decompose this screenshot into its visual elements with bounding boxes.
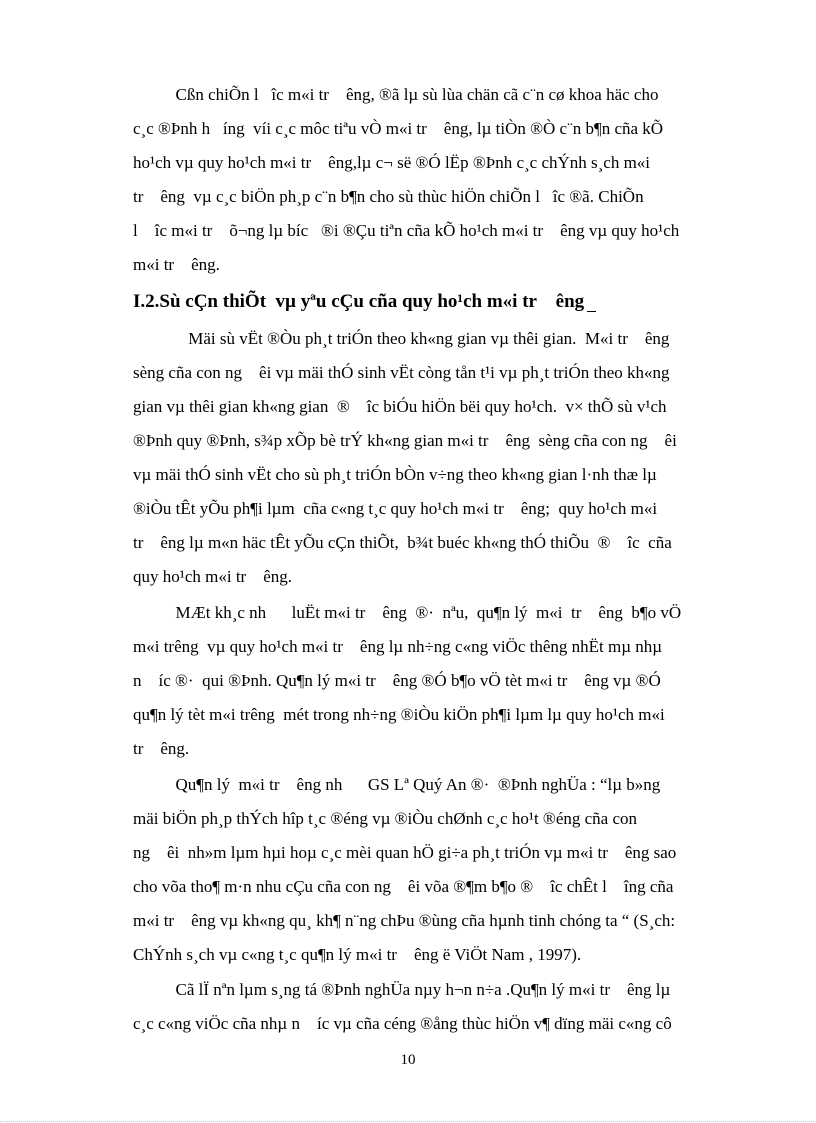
paragraph-clarification bbox=[133, 973, 739, 1041]
text-line: sèng cña con ng êi vµ mäi thÓ sinh vËt còng tån t¹i vµ ph¸t triÓn theo kh«ng bbox=[133, 363, 670, 382]
text-line: MÆt kh¸c nh luËt m«i tr êng ®· nªu, qu¶n lý m«i tr êng b¶o vÖ bbox=[133, 603, 682, 622]
text-line: c¸c ®Þnh h íng víi c¸c môc tiªu vÒ m«i tr êng, lµ tiÒn ®Ò c¨n b¶n cña kÕ bbox=[133, 119, 664, 138]
text-line: gian vµ thêi gian kh«ng gian ® îc biÓu hiÖn bëi quy ho¹ch. v× thÕ sù v¹ch bbox=[133, 397, 667, 416]
text-line: m«i trêng vµ quy ho¹ch m«i tr êng lµ nh÷ng c«ng viÖc thêng nhËt mµ nhµ bbox=[133, 637, 663, 656]
text-line: m«i tr êng. bbox=[133, 255, 220, 274]
text-line: ChÝnh s¸ch vµ c«ng t¸c qu¶n lý m«i tr êng ë ViÖt Nam , 1997). bbox=[133, 945, 582, 964]
text-line: ng êi nh»m lµm hµi hoµ c¸c mèi quan hÖ gi÷a ph¸t triÓn vµ m«i tr êng sao bbox=[133, 843, 677, 862]
text-line: l îc m«i tr õ¬ng lµ bíc ®i ®Çu tiªn cña kÕ ho¹ch m«i tr êng vµ quy ho¹ch bbox=[133, 221, 680, 240]
text-line: Cßn chiÕn l îc m«i tr êng, ®ã lµ sù lùa chän cã c¨n cø khoa häc cho bbox=[133, 85, 659, 104]
page-bottom-border bbox=[0, 1121, 816, 1122]
text-line: vµ mäi thÓ sinh vËt cho sù ph¸t triÓn bÒn v÷ng theo kh«ng gian l·nh thæ lµ bbox=[133, 465, 657, 484]
text-line: ®iÒu tÊt yÕu ph¶i lµm cña c«ng t¸c quy ho¹ch m«i tr êng; quy ho¹ch m«i bbox=[133, 499, 658, 518]
text-line: c¸c c«ng viÖc cña nhµ n íc vµ cña céng ®ång thùc hiÖn v¶ dïng mäi c«ng cô bbox=[133, 1014, 672, 1033]
text-line: ho¹ch vµ quy ho¹ch m«i tr êng,lµ c¬ së ®Ó lËp ®Þnh c¸c chÝnh s¸ch m«i bbox=[133, 153, 651, 172]
text-line: tr êng lµ m«n häc tÊt yÕu cÇn thiÕt, b¾t buéc kh«ng thÓ thiÕu ® îc cña bbox=[133, 533, 672, 552]
heading-underline-mark bbox=[587, 293, 596, 312]
text-line: n íc ®· qui ®Þnh. Qu¶n lý m«i tr êng ®Ó b¶o vÖ tèt m«i tr êng vµ ®Ó bbox=[133, 671, 661, 690]
text-line: Cã lÏ nªn lµm s¸ng tá ®Þnh nghÜa nµy h¬n n÷a .Qu¶n lý m«i tr êng lµ bbox=[133, 980, 671, 999]
text-line: tr êng vµ c¸c biÖn ph¸p c¨n b¶n cho sù thùc hiÖn chiÕn l îc ®ã. ChiÕn bbox=[133, 187, 644, 206]
section-heading-text: I.2.Sù cÇn thiÕt vµ yªu cÇu cña quy ho¹ch m«i tr êng bbox=[133, 291, 585, 312]
text-line: m«i tr êng vµ kh«ng qu¸ kh¶ n¨ng chÞu ®ùng cña hµnh tinh chóng ta “ (S¸ch: bbox=[133, 911, 676, 930]
text-line: Mäi sù vËt ®Òu ph¸t triÓn theo kh«ng gian vµ thêi gian. M«i tr êng bbox=[133, 329, 670, 348]
text-line: tr êng. bbox=[133, 739, 190, 758]
paragraph-definition bbox=[133, 768, 739, 972]
section-heading bbox=[133, 287, 596, 317]
text-line: qu¶n lý tèt m«i trêng mét trong nh÷ng ®iÒu kiÖn ph¶i lµm lµ quy ho¹ch m«i bbox=[133, 705, 665, 724]
text-line: quy ho¹ch m«i tr êng. bbox=[133, 567, 293, 586]
paragraph-necessity bbox=[133, 322, 739, 594]
text-line: ®Þnh quy ®Þnh, s¾p xÕp bè trÝ kh«ng gian m«i tr êng sèng cña con ng êi bbox=[133, 431, 677, 450]
text-line: mäi biÖn ph¸p thÝch hîp t¸c ®éng vµ ®iÒu chØnh c¸c ho¹t ®éng cña con bbox=[133, 809, 638, 828]
page-number: 10 bbox=[400, 1052, 416, 1068]
text-line: cho võa tho¶ m·n nhu cÇu cña con ng êi võa ®¶m b¶o ® îc chÊt l îng cña bbox=[133, 877, 674, 896]
paragraph-strategy bbox=[133, 78, 739, 282]
paragraph-law bbox=[133, 596, 739, 766]
text-line: Qu¶n lý m«i tr êng nh GS Lª Quý An ®· ®Þnh nghÜa : “lµ b»ng bbox=[133, 775, 661, 794]
